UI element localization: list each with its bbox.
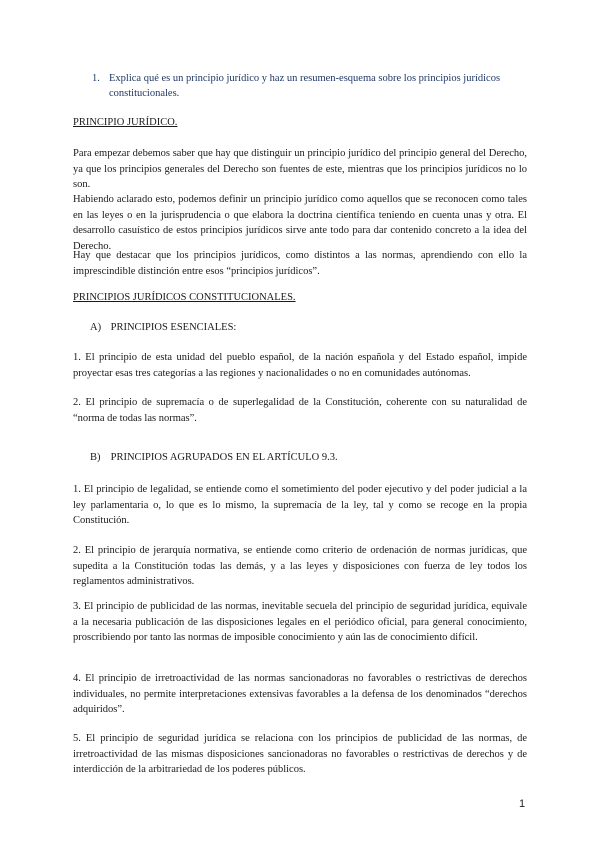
paragraph: Hay que destacar que los principios jurídicos, como distintos a las normas, aprendiendo con ello la imprescindible distinción entre esos “principios jurídicos”. <box>73 250 527 277</box>
list-item: 3. El principio de publicidad de las normas, inevitable secuela del principio de seguridad jurídica, equivale a la necesaria publicación de las disposiciones legales en el periódico oficial, para general conocimiento, proscribiendo por tanto las normas de imposible conocimiento y aún las de conocimiento difícil. <box>73 601 527 643</box>
question-number: 1. <box>92 73 100 84</box>
paragraph: Habiendo aclarado esto, podemos definir un principio jurídico como aquellos que se reconocen como tales en las leyes o en la jurisprudencia o que elabora la doctrina científica teniendo en cuenta unas y otra. El desarrollo casuístico de estos principios jurídicos sirve ante todo para dar contenido concreto a la idea del Derecho. <box>73 194 527 252</box>
subsection-title: PRINCIPIOS AGRUPADOS EN EL ARTÍCULO 9.3. <box>110 452 338 463</box>
list-item: 5. El principio de seguridad jurídica se relaciona con los principios de publicidad de las normas, de irretroactividad de las mismas disposiciones sancionadoras no favorables o restrictivas de derechos y de interdicción de la arbitrariedad de los poderes públicos. <box>73 733 527 775</box>
question-item <box>92 71 532 101</box>
question-text: Explica qué es un principio jurídico y haz un resumen-esquema sobre los principios jurídicos constitucionales. <box>109 73 501 99</box>
list-item: 2. El principio de supremacía o de superlegalidad de la Constitución, coherente con su naturalidad de “norma de todas las normas”. <box>73 397 527 424</box>
subsection-letter: B) <box>90 452 101 463</box>
paragraph: Para empezar debemos saber que hay que distinguir un principio jurídico del principio general del Derecho, ya que los principios generales del Derecho son fuentes de este, mientras que los principios jurídicos no lo son. <box>73 148 527 190</box>
section-heading-principio-juridico: PRINCIPIO JURÍDICO. <box>73 117 178 128</box>
subsection-title: PRINCIPIOS ESENCIALES: <box>110 322 237 333</box>
list-item: 1. El principio de legalidad, se entiende como el sometimiento del poder ejecutivo y del poder judicial a la ley parlamentaria o, lo que es lo mismo, la supremacía de la ley, tal y como se recoge en la propia Constitución. <box>73 484 527 526</box>
subsection-a-title <box>90 322 236 333</box>
subsection-letter: A) <box>90 322 102 333</box>
list-item: 1. El principio de esta unidad del pueblo español, de la nación española y del Estado español, impide proyectar esas tres categorías a las regiones y nacionalidades o no en comunidades autónomas. <box>73 352 527 379</box>
list-item: 4. El principio de irretroactividad de las normas sancionadoras no favorables o restrictivas de derechos individuales, no permite interpretaciones extensivas favorables a la defensa de los denominados “derechos adquiridos”. <box>73 673 527 715</box>
subsection-b-title <box>90 452 338 463</box>
page-number: 1 <box>519 798 526 810</box>
list-item: 2. El principio de jerarquía normativa, se entiende como criterio de ordenación de normas jurídicas, que supedita a la Constitución todas las demás, y a las leyes y disposiciones con fuerza de ley todos los reglamentos administrativos. <box>73 545 527 587</box>
section-heading-principios-constitucionales: PRINCIPIOS JURÍDICOS CONSTITUCIONALES. <box>73 292 296 303</box>
